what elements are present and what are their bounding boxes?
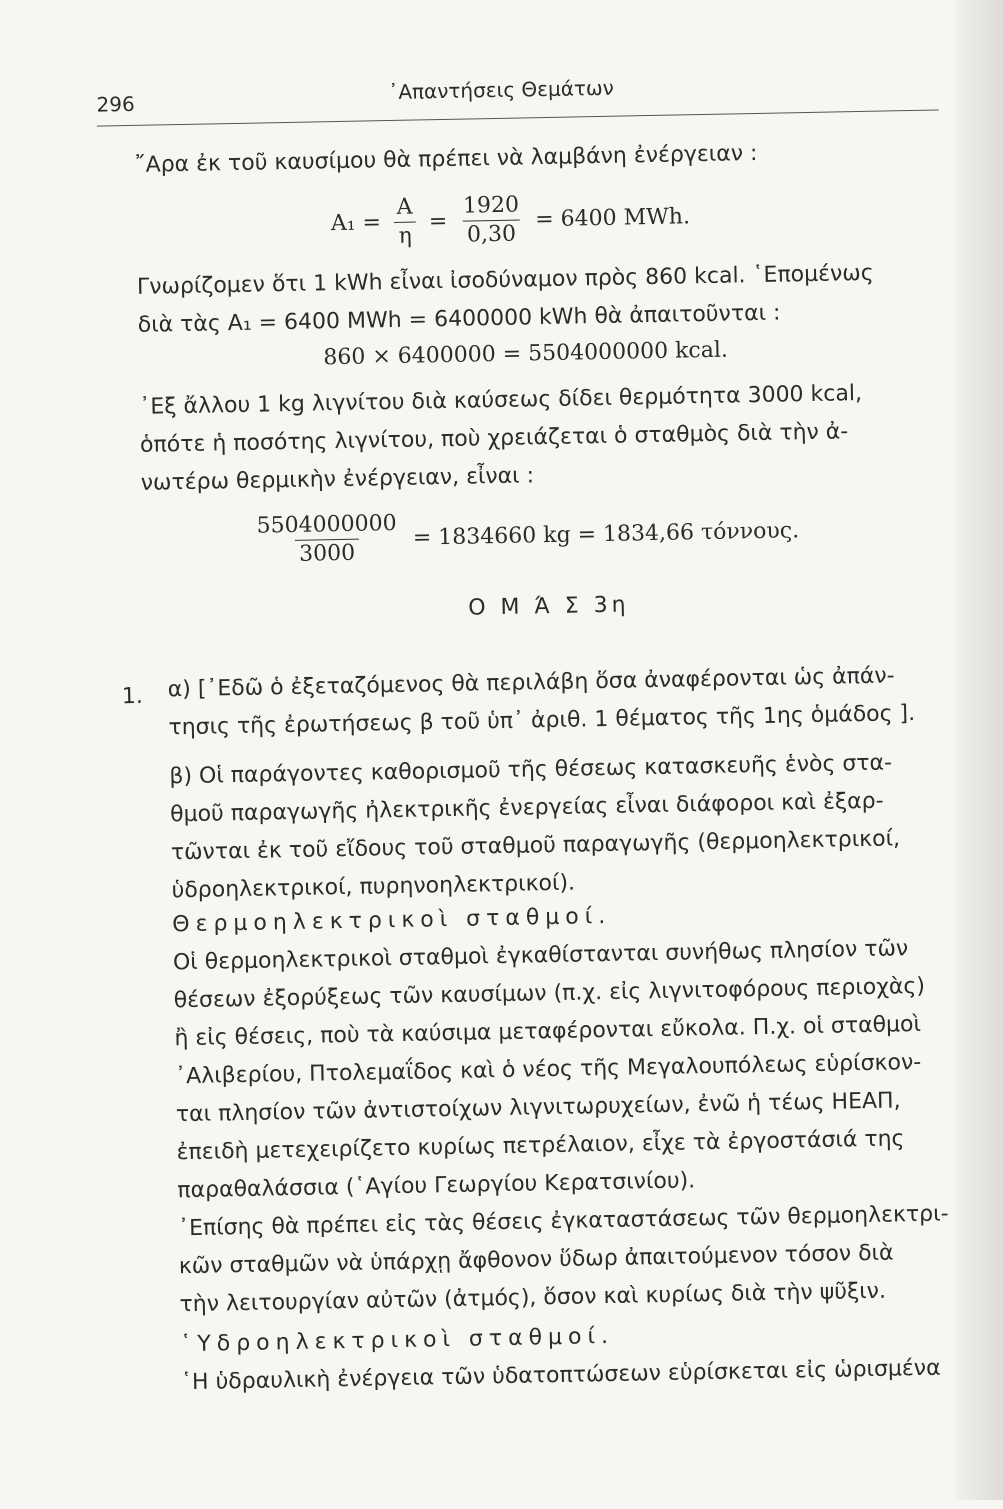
- text-line: ᾽Αλιβερίου, Πτολεμαΐδος καὶ ὁ νέος τῆς Μεγαλουπόλεως εὑρίσκον-: [174, 1049, 922, 1090]
- fraction-numerator: 1920: [462, 192, 520, 219]
- text-line: κῶν σταθμῶν νὰ ὑπάρχῃ ἄφθονον ὕδωρ ἀπαιτούμενον τόσον διὰ: [178, 1240, 894, 1280]
- section-heading: Θερμοηλεκτρικοὶ σταθμοί.: [172, 903, 612, 938]
- paragraph-kwh: [137, 254, 938, 345]
- text-line: Οἱ θερμοηλεκτρικοὶ σταθμοὶ ἐγκαθίστανται συνήθως πλησίον τῶν: [172, 936, 909, 976]
- fraction-numerator: A: [396, 194, 413, 220]
- text-line: Γνωρίζομεν ὅτι 1 kWh εἶναι ἰσοδύναμον πρὸς 860 kcal. ῾Επομένως: [136, 260, 874, 300]
- equation-energy: [330, 188, 690, 252]
- fraction-kcal-over-3000: [252, 510, 401, 570]
- running-title: ᾽Απαντήσεις Θεμάτων: [388, 75, 615, 105]
- text-line: ὑδροηλεκτρικοί, πυρηνοηλεκτρικοί).: [171, 870, 576, 904]
- paragraph-lignite: [139, 374, 941, 503]
- text-line: θέσεων ἐξορύξεως τῶν καυσίμων (π.χ. εἰς λιγνιτοφόρους περιοχὰς): [173, 973, 926, 1014]
- intro-line: ῎Αρα ἐκ τοῦ καυσίμου θὰ πρέπει νὰ λαμβάνη ἐνέργειαν :: [134, 140, 758, 178]
- fraction-1920-over-030: [459, 191, 524, 249]
- text-line: νωτέρω θερμικὴν ἐνέργειαν, εἶναι :: [140, 463, 535, 496]
- equation-rhs: = 6400 MWh.: [535, 204, 691, 233]
- text-line: τησις τῆς ἐρωτήσεως β τοῦ ὑπ᾽ ἀριθ. 1 θέματος τῆς 1ης ὁμάδος ].: [168, 701, 916, 741]
- page-number: 296: [96, 91, 135, 117]
- equation-text: 860 × 6400000 = 5504000000 kcal.: [323, 337, 729, 371]
- text-line: β) Οἱ παράγοντες καθορισμοῦ τῆς θέσεως κατασκευῆς ἑνὸς στα-: [169, 750, 893, 790]
- fraction-denominator: 0,30: [463, 220, 521, 250]
- text-line: θμοῦ παραγωγῆς ἠλεκτρικῆς ἐνεργείας εἶναι διάφοροι καὶ ἐξαρ-: [169, 788, 884, 828]
- text-line: ᾽Επίσης θὰ πρέπει εἰς τὰς θέσεις ἐγκαταστάσεως τῶν θερμοηλεκτρι-: [177, 1201, 949, 1242]
- fraction-denominator: η: [394, 222, 416, 251]
- answer-beta: [169, 743, 972, 910]
- text-line: τὴν λειτουργίαν αὐτῶν (ἀτμός), ὅσον καὶ κυρίως διὰ τὴν ψῦξιν.: [179, 1278, 887, 1318]
- equation-kcal: [323, 338, 728, 371]
- text-line: ται πλησίον τῶν ἀντιστοίχων λιγνιτωρυχείων, ἐνῶ ἡ τέως ΗΕΑΠ,: [175, 1088, 901, 1128]
- text-line: τῶνται ἐκ τοῦ εἴδους τοῦ σταθμοῦ παραγωγῆς (θερμοηλεκτρικοί,: [170, 826, 901, 866]
- answer-alpha: [167, 656, 968, 747]
- text-line: παραθαλάσσια (῾Αγίου Γεωργίου Κερατσινίου).: [177, 1168, 696, 1204]
- fraction-numerator: 5504000000: [256, 510, 397, 539]
- group-title: Ο Μ Ά Σ 3η: [467, 592, 630, 621]
- text-line: διὰ τὰς A₁ = 6400 MWh = 6400000 kWh θὰ ἀπαιτοῦνται :: [137, 300, 781, 338]
- text-line: ᾽Εξ ἄλλου 1 kg λιγνίτου διὰ καύσεως δίδει θερμότητα 3000 kcal,: [139, 380, 863, 420]
- section-heading: ῾Υδροηλεκτρικοὶ σταθμοί.: [180, 1323, 615, 1358]
- fraction-denominator: 3000: [295, 539, 360, 569]
- fraction-a-over-eta: [392, 194, 417, 251]
- equation-rhs: = 1834660 kg = 1834,66 τόννους.: [412, 518, 800, 551]
- hydro-section: [180, 1311, 981, 1402]
- equation-tonnes: [246, 502, 799, 570]
- header-rule: [97, 109, 939, 126]
- item-number: 1.: [121, 683, 144, 710]
- text-line: ἐπειδὴ μετεχειρίζετο κυρίως πετρέλαιον, εἶχε τὰ ἐργοστάσιά της: [176, 1126, 905, 1166]
- text-line: ῾Η ὑδραυλικὴ ἐνέργεια τῶν ὑδατοπτώσεων εὑρίσκεται εἰς ὡρισμένα: [180, 1355, 941, 1396]
- thermo-section: [172, 891, 980, 1324]
- equation-lhs: A₁ =: [330, 210, 382, 237]
- text-line: ὁπότε ἡ ποσότης λιγνίτου, ποὺ χρειάζεται ὁ σταθμὸς διὰ τὴν ἀ-: [139, 419, 849, 458]
- equals-sign: =: [428, 208, 448, 235]
- text-line: ἢ εἰς θέσεις, ποὺ τὰ καύσιμα μεταφέρονται εὔκολα. Π.χ. οἱ σταθμοὶ: [174, 1011, 922, 1052]
- intro-paragraph: [134, 132, 935, 185]
- text-line: α) [᾽Εδῶ ὁ ἐξεταζόμενος θὰ περιλάβη ὅσα ἀναφέρονται ὡς ἀπάν-: [167, 663, 895, 703]
